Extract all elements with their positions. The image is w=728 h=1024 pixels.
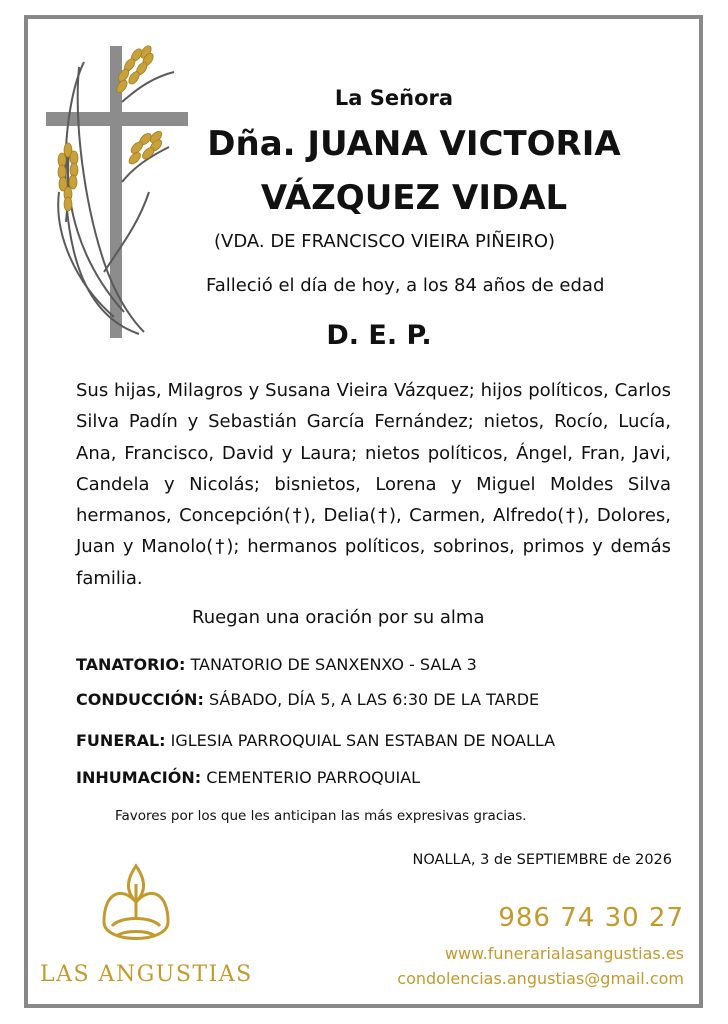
inhumacion-label: INHUMACIÓN: (76, 768, 202, 787)
tanatorio-row (76, 655, 477, 674)
conduccion-label: CONDUCCIÓN: (76, 690, 204, 709)
dep-heading: D. E. P. (326, 320, 432, 351)
conduccion-value: SÁBADO, DÍA 5, A LAS 6:30 DE LA TARDE (208, 690, 540, 709)
family-text: Sus hijas, Milagros y Susana Vieira Vázquez; hijos políticos, Carlos Silva Padín y Sebastián García Fernández; nietos, Rocío, Lucía, Ana, Francisco, David y Laura; nietos políticos, Ángel, Fran, Javi, Candela y Nicolás; bisnietos, Lorena y Miguel Moldes Silva hermanos, Concepción(†), Delia(†), Carmen, Alfredo(†), Dolores, Juan y Manolo(†); hermanos políticos, sobrinos, primos y demás familia. (76, 380, 671, 589)
inhumacion-value: CEMENTERIO PARROQUIAL (206, 768, 421, 787)
email-link[interactable]: condolencias.angustias@gmail.com (397, 969, 684, 988)
inhumacion-row (76, 768, 420, 787)
deceased-name-line1: Dña. JUANA VICTORIA (207, 124, 621, 164)
funeral-label: FUNERAL: (76, 731, 166, 750)
conduccion-row (76, 690, 539, 709)
date-line: NOALLA, 3 de SEPTIEMBRE de 2026 (412, 852, 672, 868)
tanatorio-value: TANATORIO DE SANXENXO - SALA 3 (190, 655, 477, 674)
website-link[interactable]: www.funerarialasangustias.es (444, 944, 684, 963)
deceased-name-line2: VÁZQUEZ VIDAL (260, 178, 568, 218)
widow-of: (VDA. DE FRANCISCO VIEIRA PIÑEIRO) (214, 231, 556, 252)
thanks-note: Favores por los que les anticipan las más expresivas gracias. (115, 808, 527, 824)
title-label: La Señora (334, 86, 454, 110)
phone-number[interactable]: 986 74 30 27 (498, 903, 684, 933)
prayer-request: Ruegan una oración por su alma (192, 607, 485, 628)
death-notice: Falleció el día de hoy, a los 84 años de edad (206, 275, 605, 296)
brand-name: LAS ANGUSTIAS (40, 962, 253, 987)
funeral-row (76, 731, 555, 750)
tanatorio-label: TANATORIO: (76, 655, 186, 674)
funeral-value: IGLESIA PARROQUIAL SAN ESTABAN DE NOALLA (170, 731, 556, 750)
